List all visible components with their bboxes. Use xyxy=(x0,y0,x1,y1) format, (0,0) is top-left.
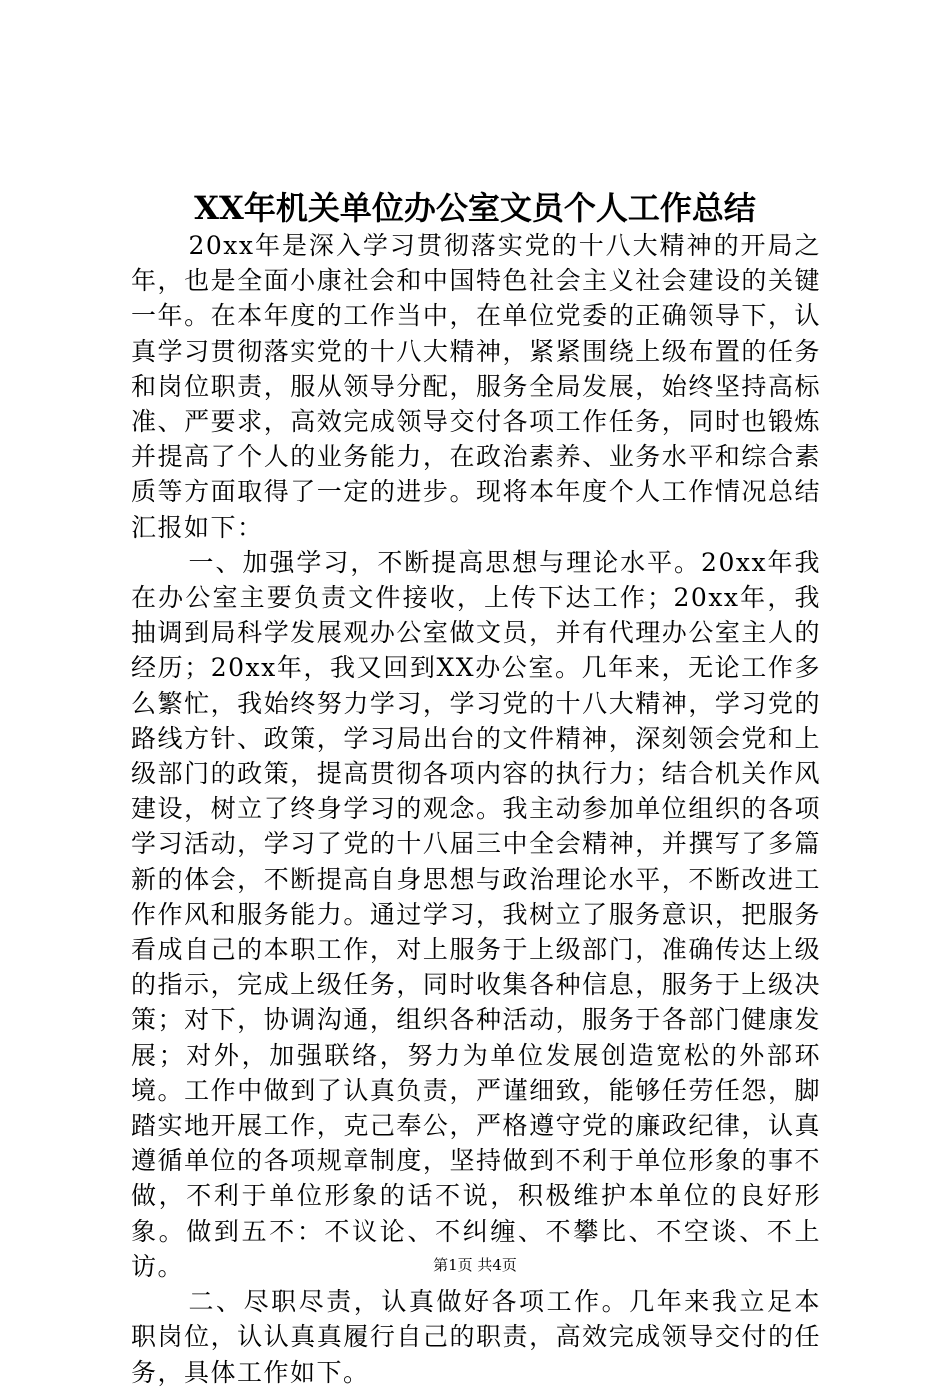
paragraph-section-one: 一、加强学习，不断提高思想与理论水平。20xx年我在办公室主要负责文件接收，上传下达工作；20xx年，我抽调到局科学发展观办公室做文员，并有代理办公室主人的经历；20xx年，我又回到XX办公室。几年来，无论工作多么繁忙，我始终努力学习，学习党的十八大精神，学习党的路线方针、政策，学习局出台的文件精神，深刻领会党和上级部门的政策，提高贯彻各项内容的执行力；结合机关作风建设，树立了终身学习的观念。我主动参加单位组织的各项学习活动，学习了党的十八届三中全会精神，并撰写了多篇新的体会，不断提高自身思想与政治理论水平，不断改进工作作风和服务能力。通过学习，我树立了服务意识，把服务看成自己的本职工作，对上服务于上级部门，准确传达上级的指示，完成上级任务，同时收集各种信息，服务于上级决策；对下，协调沟通，组织各种活动，服务于各部门健康发展；对外，加强联络，努力为单位发展创造宽松的外部环境。工作中做到了认真负责，严谨细致，能够任劳任怨，脚踏实地开展工作，克己奉公，严格遵守党的廉政纪律，认真遵循单位的各项规章制度，坚持做到不利于单位形象的事不做，不利于单位形象的话不说，积极维护本单位的良好形象。做到五不：不议论、不纠缠、不攀比、不空谈、不上访。 xyxy=(131,547,821,1281)
paragraph-intro: 20xx年是深入学习贯彻落实党的十八大精神的开局之年，也是全面小康社会和中国特色社会主义社会建设的关键一年。在本年度的工作当中，在单位党委的正确领导下，认真学习贯彻落实党的十八大精神，紧紧围绕上级布置的任务和岗位职责，服从领导分配，服务全局发展，始终坚持高标准、严要求，高效完成领导交付各项工作任务，同时也锻炼并提高了个人的业务能力，在政治素养、业务水平和综合素质等方面取得了一定的进步。现将本年度个人工作情况总结汇报如下： xyxy=(131,231,821,542)
page-number-footer: 第1页 共4页 xyxy=(433,1256,517,1274)
paragraph-section-two: 二、尽职尽责，认真做好各项工作。几年来我立足本职岗位，认认真真履行自己的职责，高效完成领导交付的任务，具体工作如下。 xyxy=(131,1287,821,1387)
document-body xyxy=(131,228,821,1390)
document-title: XX年机关单位办公室文员个人工作总结 xyxy=(194,189,756,227)
